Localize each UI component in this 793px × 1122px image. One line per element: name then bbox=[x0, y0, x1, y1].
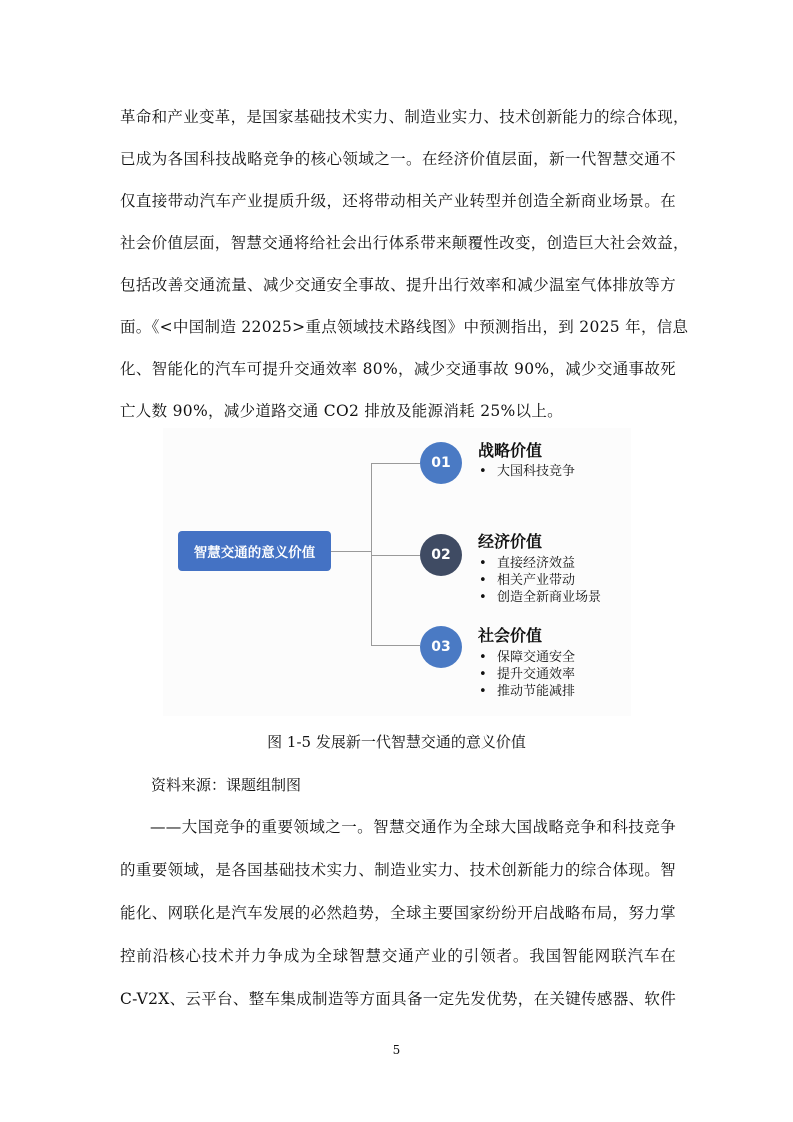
text-line: 仅直接带动汽车产业提质升级，还将带动相关产业转型并创造全新商业场景。在 bbox=[120, 192, 676, 210]
text-line: 社会价值层面，智慧交通将给社会出行体系带来颠覆性改变，创造巨大社会效益， bbox=[120, 234, 689, 252]
text-line: ——大国竞争的重要领域之一。智慧交通作为全球大国战略竞争和科技竞争 bbox=[150, 818, 676, 836]
text-line: 革命和产业变革，是国家基础技术实力、制造业实力、技术创新能力的综合体现， bbox=[120, 108, 689, 126]
page-number: 5 bbox=[392, 1043, 401, 1057]
text-line: 面。《<中国制造 22025>重点领域技术路线图》中预测指出，到 2025 年，信息 bbox=[120, 318, 689, 336]
connector-line bbox=[331, 551, 371, 552]
text-line: 能化、网联化是汽车发展的必然趋势，全球主要国家纷纷开启战略布局，努力掌 bbox=[120, 904, 676, 922]
text-line: 包括改善交通流量、减少交通安全事故、提升出行效率和减少温室气体排放等方 bbox=[120, 276, 676, 294]
text-line: 亡人数 90%，减少道路交通 CO2 排放及能源消耗 25%以上。 bbox=[120, 402, 563, 420]
value-mindmap-figure: 智慧交通的意义价值 01 战略价值 • 大国科技竞争 02 经济价值 • 直接经济效益 • 相关产业带动 • 创造全新商业场景 03 社会价值 • 保障交通安全 • 提升交通效率 • 推动节能减排 bbox=[163, 428, 631, 716]
branch-title-economic: 经济价值 bbox=[478, 532, 543, 551]
connector-line bbox=[371, 645, 420, 646]
source-note: 资料来源：课题组制图 bbox=[151, 776, 302, 794]
text-line: 的重要领域，是各国基础技术实力、制造业实力、技术创新能力的综合体现。智 bbox=[120, 861, 676, 879]
branch-number-03: 03 bbox=[420, 626, 462, 668]
connector-line bbox=[371, 463, 420, 464]
text-line: 已成为各国科技战略竞争的核心领域之一。在经济价值层面，新一代智慧交通不 bbox=[120, 150, 676, 168]
branch-title-social: 社会价值 bbox=[478, 626, 543, 645]
connector-line bbox=[371, 555, 420, 556]
text-line: C-V2X、云平台、整车集成制造等方面具备一定先发优势，在关键传感器、软件 bbox=[120, 990, 676, 1008]
branch-number-01: 01 bbox=[420, 442, 462, 484]
figure-caption: 图 1-5 发展新一代智慧交通的意义价值 bbox=[267, 733, 526, 751]
text-line: 化、智能化的汽车可提升交通效率 80%，减少交通事故 90%，减少交通事故死 bbox=[120, 360, 676, 378]
branch-number-02: 02 bbox=[420, 534, 462, 576]
text-line: 控前沿核心技术并力争成为全球智慧交通产业的引领者。我国智能网联汽车在 bbox=[120, 947, 676, 965]
branch-title-strategic: 战略价值 bbox=[478, 441, 543, 460]
connector-line bbox=[371, 463, 372, 645]
mindmap-root: 智慧交通的意义价值 bbox=[178, 531, 331, 571]
